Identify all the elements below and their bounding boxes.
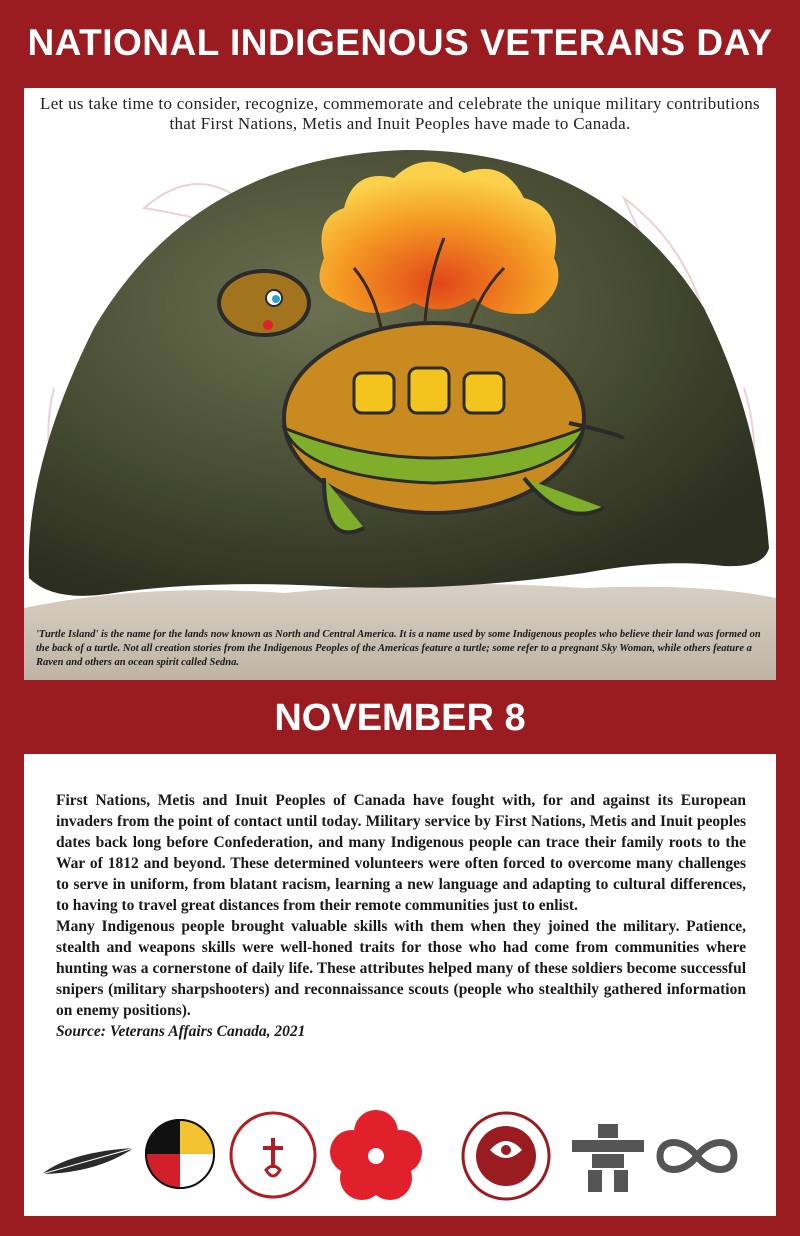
paragraph-history: First Nations, Metis and Inuit Peoples of Canada have fought with, for and against its European invaders from the point of contact until today. Military service by First Nations, Metis and Inuit peoples dates back long before Confederation, and many Indigenous people can trace their family roots to the War of 1812 and beyond. These determined volunteers were often forced to overcome many challenges to serve in uniform, from blatant racism, learning a new language and adapting to cultural differences, to having to travel great distances from their remote communities just to enlist. — [56, 792, 746, 914]
event-date: NOVEMBER 8 — [274, 697, 526, 739]
helmet-turtle-artwork — [24, 88, 776, 680]
medicine-wheel-icon — [144, 1118, 216, 1190]
infinity-icon — [654, 1134, 740, 1178]
poppy-icon — [330, 1110, 422, 1202]
source-citation: Source: Veterans Affairs Canada, 2021 — [56, 1023, 306, 1040]
info-panel — [24, 754, 776, 1216]
page-title: NATIONAL INDIGENOUS VETERANS DAY — [27, 22, 773, 63]
image-caption: 'Turtle Island' is the name for the lands now known as North and Central America. It is a name used by some Indigenous peoples who believe their land was formed on the back of a turtle. Not all creation stories from the Indigenous Peoples of the Americas feature a turtle; some refer to a pregnant Sky Woman, while others feature a Raven and others an ocean spirit called Sedna. — [36, 629, 761, 668]
paragraph-skills: Many Indigenous people brought valuable skills with them when they joined the military. Patience, stealth and weapons skills were well-honed traits for those who had come from communities where hunting was a cornerstone of daily life. These attributes helped many of these soldiers become successful snipers (military sharpshooters) and reconnaissance scouts (people who stealthily gathered information on enemy positions). — [56, 918, 746, 1019]
logo-row — [24, 1104, 776, 1214]
indigenous-education-logo — [460, 1110, 552, 1202]
tcdsb-logo — [228, 1110, 318, 1200]
inukshuk-icon — [570, 1124, 646, 1192]
body-text — [56, 790, 746, 1042]
intro-text: Let us take time to consider, recognize, commemorate and celebrate the unique military contributions that First Nations, Metis and Inuit Peoples have made to Canada. — [40, 94, 760, 133]
artwork-panel — [24, 88, 776, 680]
feather-icon — [40, 1144, 136, 1180]
